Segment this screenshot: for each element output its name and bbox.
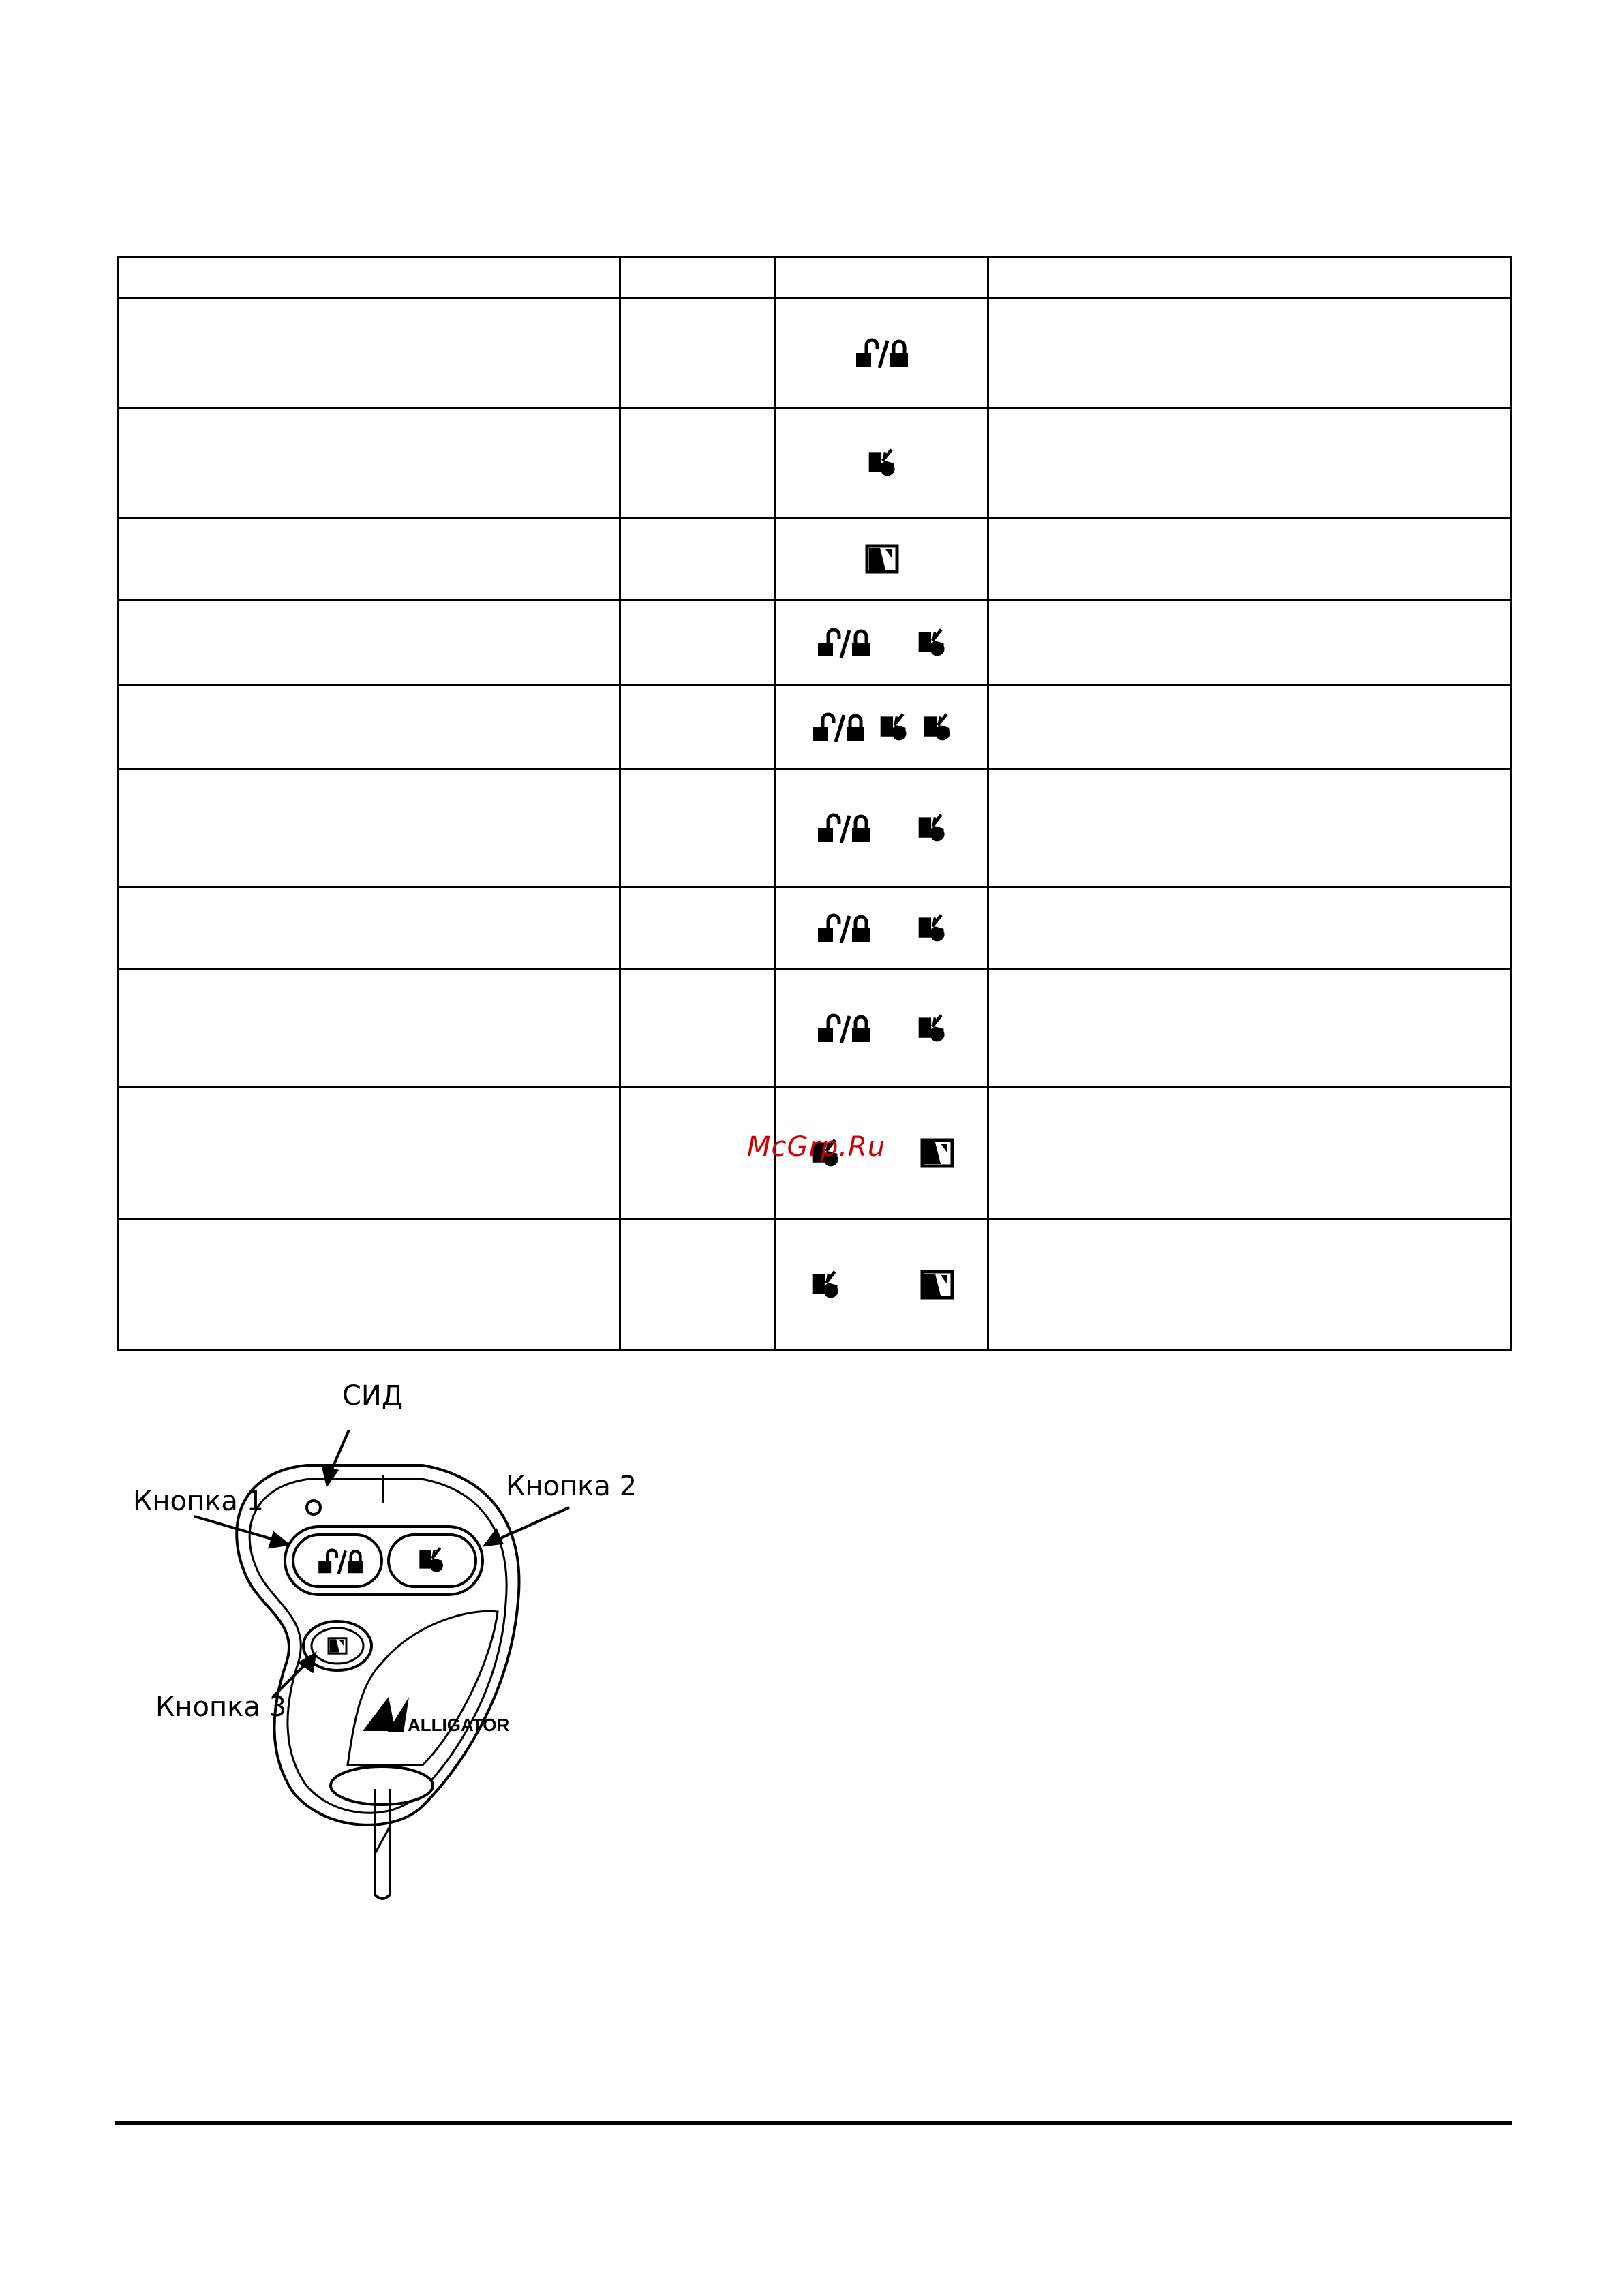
led-indicator [307, 1501, 320, 1514]
unlock-lock-icon [855, 338, 909, 368]
cell-notes [988, 970, 1511, 1088]
cell-buttons [776, 685, 988, 769]
remote-fob-drawing [102, 1377, 648, 1908]
table-row [118, 970, 1511, 1088]
trunk-icon [810, 1269, 841, 1300]
cell-mode [620, 600, 776, 685]
header-cell-function [118, 257, 620, 299]
trunk-icon [866, 447, 898, 478]
footer-rule [115, 2121, 1512, 2125]
cell-mode [620, 408, 776, 518]
panic-icon [865, 544, 899, 574]
unlock-lock-icon [817, 813, 871, 843]
trunk-icon [878, 711, 909, 743]
table-row [118, 887, 1511, 970]
button-sequence [776, 812, 987, 844]
cell-notes [988, 518, 1511, 600]
cell-mode [620, 685, 776, 769]
header-cell-buttons [776, 257, 988, 299]
button-sequence [776, 913, 987, 944]
cell-buttons [776, 1219, 988, 1351]
trunk-icon [916, 812, 947, 844]
unlock-lock-icon [817, 913, 871, 943]
cell-buttons [776, 887, 988, 970]
button-sequence [776, 447, 987, 478]
table-row [118, 769, 1511, 887]
cell-notes [988, 299, 1511, 408]
cell-buttons [776, 408, 988, 518]
button-sequence [776, 1013, 987, 1044]
cell-function [118, 299, 620, 408]
button-sequence [776, 627, 987, 658]
cell-function [118, 970, 620, 1088]
watermark-text: McGrp.Ru [747, 1131, 886, 1163]
cell-function [118, 887, 620, 970]
cell-notes [988, 1219, 1511, 1351]
cell-buttons [776, 600, 988, 685]
table-row [118, 1219, 1511, 1351]
table-row [118, 518, 1511, 600]
cell-notes [988, 685, 1511, 769]
cell-mode [620, 299, 776, 408]
header-cell-mode [620, 257, 776, 299]
cell-function [118, 1088, 620, 1219]
cell-function [118, 685, 620, 769]
unlock-lock-icon [811, 712, 866, 742]
svg-text:ALLIGATOR: ALLIGATOR [408, 1715, 510, 1735]
button-sequence [776, 338, 987, 368]
button-1 [293, 1535, 382, 1587]
cell-function [118, 600, 620, 685]
cell-function [118, 408, 620, 518]
cell-notes [988, 769, 1511, 887]
cell-notes [988, 600, 1511, 685]
cell-notes [988, 408, 1511, 518]
key-ring-slot [331, 1766, 433, 1805]
alligator-logo [363, 1697, 509, 1735]
button-sequence [776, 1269, 987, 1300]
unlock-lock-icon [817, 1013, 871, 1043]
cell-notes [988, 1088, 1511, 1219]
cell-function [118, 518, 620, 600]
button-2-label: Кнопка 2 [506, 1471, 637, 1502]
header-cell-notes [988, 257, 1511, 299]
cell-mode [620, 769, 776, 887]
unlock-lock-icon [817, 628, 871, 658]
cell-mode [620, 1219, 776, 1351]
table-row [118, 600, 1511, 685]
table-row [118, 408, 1511, 518]
cell-buttons [776, 970, 988, 1088]
commands-table [117, 256, 1512, 1351]
button-sequence [776, 711, 987, 743]
cell-mode [620, 970, 776, 1088]
cell-mode [620, 518, 776, 600]
trunk-icon [916, 627, 947, 658]
cell-buttons [776, 299, 988, 408]
led-label: СИД [342, 1380, 404, 1411]
cell-function [118, 1219, 620, 1351]
table-header-row [118, 257, 1511, 299]
remote-fob-figure [102, 1377, 648, 1908]
cell-notes [988, 887, 1511, 970]
panic-icon [920, 1270, 954, 1300]
trunk-icon [916, 1013, 947, 1044]
table-row [118, 299, 1511, 408]
cell-buttons [776, 518, 988, 600]
button-sequence [776, 544, 987, 574]
table-row [118, 685, 1511, 769]
cell-buttons [776, 769, 988, 887]
trunk-icon [916, 913, 947, 944]
trunk-icon [922, 711, 953, 743]
button-3-label: Кнопка 3 [155, 1692, 287, 1723]
button-1-label: Кнопка 1 [133, 1486, 264, 1517]
panic-icon [920, 1138, 954, 1168]
cell-mode [620, 887, 776, 970]
cell-function [118, 769, 620, 887]
